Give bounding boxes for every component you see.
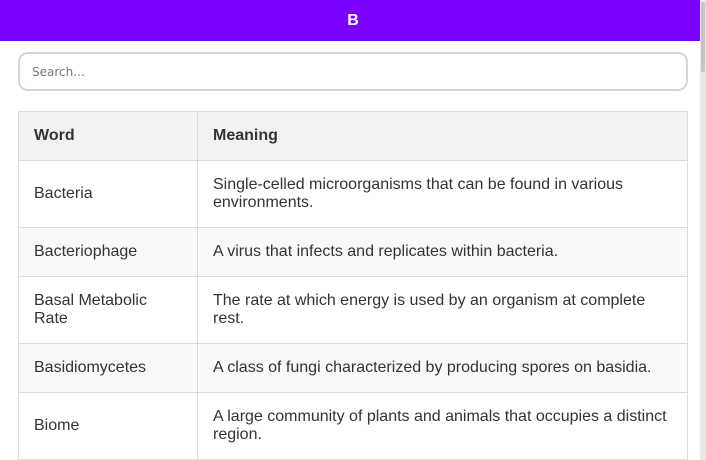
page-scrollbar[interactable]: [700, 0, 706, 460]
table-row: [19, 161, 688, 228]
glossary-table-container: [18, 111, 688, 460]
column-header-meaning: Meaning: [198, 112, 688, 161]
search-input[interactable]: [18, 52, 688, 91]
word-cell: Basidiomycetes: [19, 344, 198, 393]
meaning-cell: A virus that infects and replicates within bacteria.: [198, 228, 688, 277]
table-row: [19, 228, 688, 277]
page-header: [0, 0, 706, 41]
meaning-cell: A large community of plants and animals that occupies a distinct region.: [198, 393, 688, 460]
meaning-cell: A class of fungi characterized by producing spores on basidia.: [198, 344, 688, 393]
table-header-row: [19, 112, 688, 161]
table-row: [19, 277, 688, 344]
column-header-word: Word: [19, 112, 198, 161]
word-cell: Bacteriophage: [19, 228, 198, 277]
word-cell: Bacteria: [19, 161, 198, 228]
search-container: [0, 41, 706, 91]
table-row: [19, 344, 688, 393]
word-cell: Basal Metabolic Rate: [19, 277, 198, 344]
meaning-cell: Single-celled microorganisms that can be found in various environments.: [198, 161, 688, 228]
scrollbar-thumb[interactable]: [701, 2, 705, 72]
meaning-cell: The rate at which energy is used by an organism at complete rest.: [198, 277, 688, 344]
page-title: B: [347, 11, 359, 29]
word-cell: Biome: [19, 393, 198, 460]
table-row: [19, 393, 688, 460]
glossary-table: [18, 111, 688, 460]
